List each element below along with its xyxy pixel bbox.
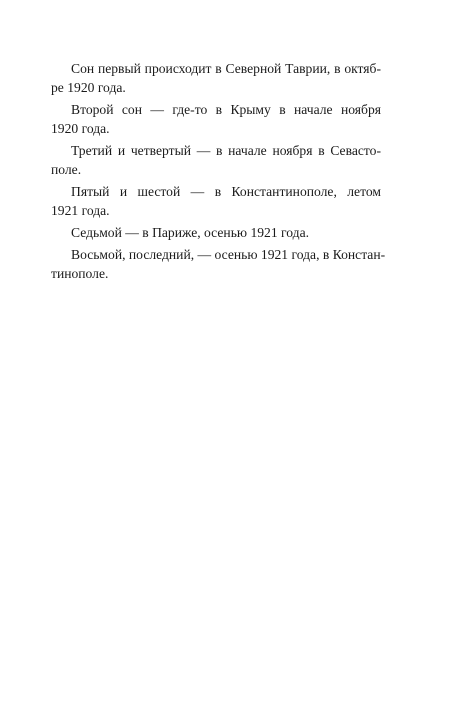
paragraph-sleep-7 xyxy=(51,223,381,242)
text-line: Сон первый происходит в Северной Таврии, в октяб- xyxy=(71,61,381,76)
text-line: Пятый и шестой — в Константинополе, летом xyxy=(71,184,381,199)
text-line: Восьмой, последний, — осенью 1921 года, в Констан- xyxy=(71,247,386,262)
text-line: Третий и четвертый — в начале ноября в Севасто- xyxy=(71,143,381,158)
text-line: тинополе. xyxy=(51,266,109,281)
paragraph-sleep-5-6 xyxy=(51,182,381,220)
paragraph-sleep-8 xyxy=(51,245,386,283)
text-line: 1921 года. xyxy=(51,203,110,218)
text-line: Второй сон — где-то в Крыму в начале ноября xyxy=(71,102,381,117)
text-line: поле. xyxy=(51,162,82,177)
text-line: ре 1920 года. xyxy=(51,80,126,95)
text-line: Седьмой — в Париже, осенью 1921 года. xyxy=(71,225,310,240)
paragraph-sleep-1 xyxy=(51,59,381,97)
paragraph-sleep-2 xyxy=(51,100,381,138)
paragraph-sleep-3-4 xyxy=(51,141,381,179)
text-line: 1920 года. xyxy=(51,121,110,136)
text-block xyxy=(51,59,386,286)
